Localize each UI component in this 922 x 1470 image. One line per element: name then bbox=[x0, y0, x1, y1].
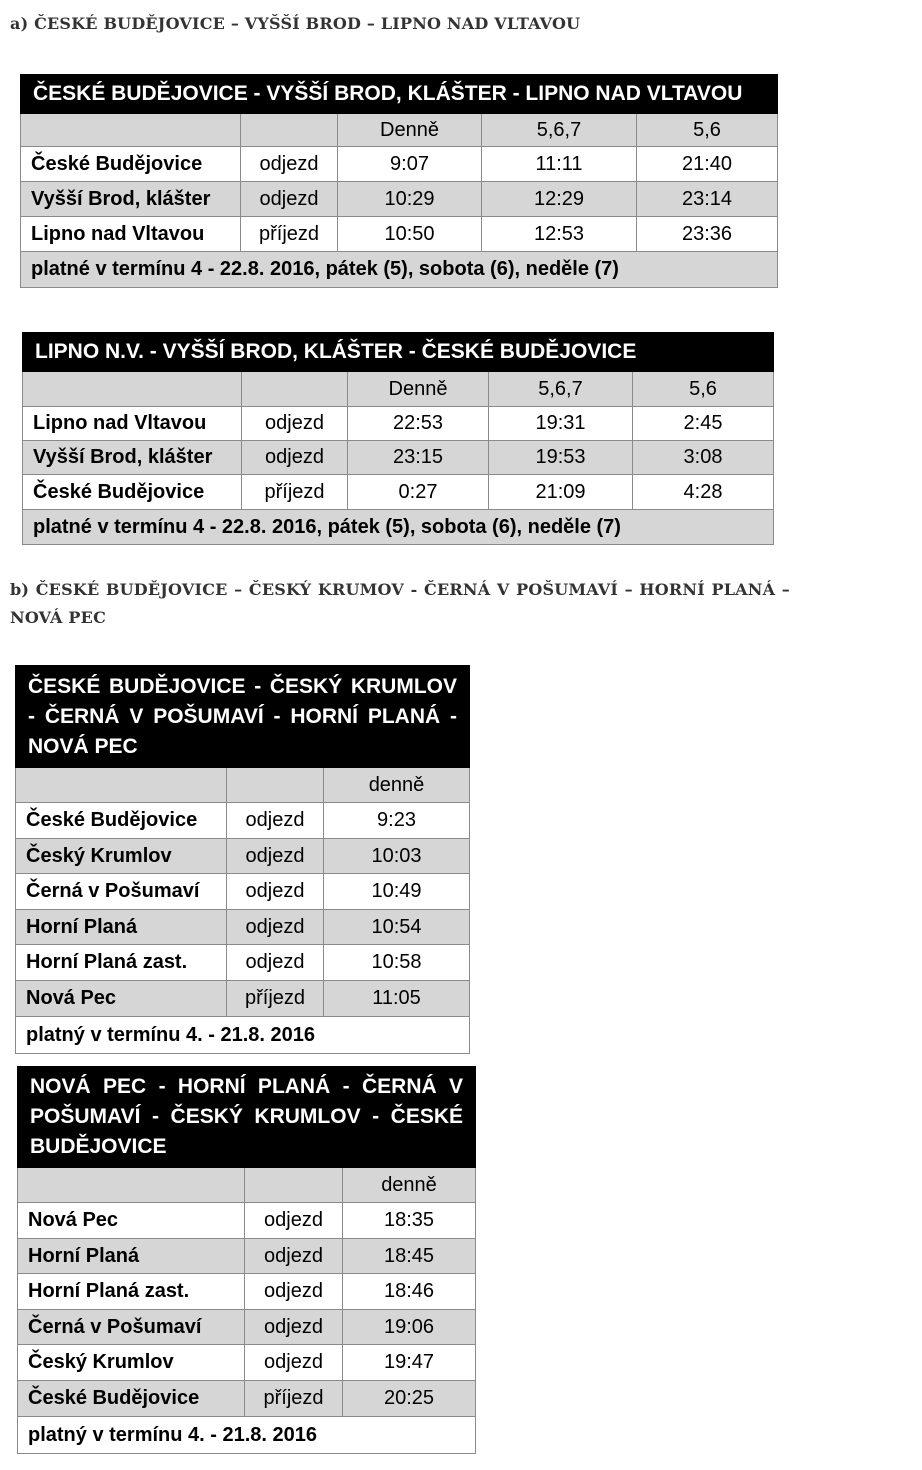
time-cell: 23:15 bbox=[348, 441, 489, 475]
station-name: Černá v Pošumaví bbox=[18, 1310, 245, 1345]
timetable-lipno-cb bbox=[22, 332, 774, 545]
station-name: Horní Planá zast. bbox=[18, 1274, 245, 1310]
station-name: Horní Planá bbox=[18, 1239, 245, 1274]
time-cell: 18:45 bbox=[343, 1239, 476, 1274]
time-cell: 3:08 bbox=[633, 441, 774, 475]
table-row bbox=[18, 1203, 476, 1239]
header-empty-cell bbox=[241, 114, 338, 147]
time-cell: 22:53 bbox=[348, 407, 489, 441]
station-name: Horní Planá bbox=[16, 910, 227, 945]
table-row bbox=[18, 1381, 476, 1417]
header-empty-cell bbox=[18, 1168, 245, 1203]
timetable-cb-lipno bbox=[20, 74, 778, 288]
validity-footer: platný v termínu 4. - 21.8. 2016 bbox=[18, 1417, 476, 1454]
header-empty-cell bbox=[21, 114, 241, 147]
station-name: České Budějovice bbox=[23, 475, 242, 510]
table-title: NOVÁ PEC - HORNÍ PLANÁ - ČERNÁ V POŠUMAVÍ - ČESKÝ KRUMLOV - ČESKÉ BUDĚJOVICE bbox=[18, 1067, 476, 1168]
header-empty-cell bbox=[227, 768, 324, 803]
station-name: Vyšší Brod, klášter bbox=[21, 182, 241, 217]
header-empty-cell bbox=[242, 372, 348, 407]
stop-type: odjezd bbox=[245, 1274, 343, 1310]
time-cell: 10:58 bbox=[324, 945, 470, 981]
stop-type: příjezd bbox=[227, 981, 324, 1017]
time-cell: 10:54 bbox=[324, 910, 470, 945]
table-title: ČESKÉ BUDĚJOVICE - ČESKÝ KRUMLOV - ČERNÁ V POŠUMAVÍ - HORNÍ PLANÁ - NOVÁ PEC bbox=[16, 666, 470, 768]
station-name: České Budějovice bbox=[16, 803, 227, 839]
time-cell: 18:46 bbox=[343, 1274, 476, 1310]
validity-footer: platné v termínu 4 - 22.8. 2016, pátek (5), sobota (6), neděle (7) bbox=[21, 252, 778, 288]
time-cell: 9:23 bbox=[324, 803, 470, 839]
time-cell: 19:06 bbox=[343, 1310, 476, 1345]
table-row bbox=[16, 910, 470, 945]
stop-type: odjezd bbox=[227, 874, 324, 910]
table-row bbox=[23, 475, 774, 510]
stop-type: odjezd bbox=[227, 803, 324, 839]
table-row bbox=[16, 874, 470, 910]
stop-type: příjezd bbox=[245, 1381, 343, 1417]
header-empty-cell bbox=[245, 1168, 343, 1203]
station-name: Lipno nad Vltavou bbox=[23, 407, 242, 441]
time-cell: 4:28 bbox=[633, 475, 774, 510]
column-header: denně bbox=[343, 1168, 476, 1203]
table-title: ČESKÉ BUDĚJOVICE - VYŠŠÍ BROD, KLÁŠTER - LIPNO NAD VLTAVOU bbox=[21, 75, 778, 114]
station-name: Černá v Pošumaví bbox=[16, 874, 227, 910]
section-a-heading: a) ČESKÉ BUDĚJOVICE – VYŠŠÍ BROD – LIPNO NAD VLTAVOU bbox=[10, 14, 581, 33]
station-name: Nová Pec bbox=[18, 1203, 245, 1239]
validity-footer: platný v termínu 4. - 21.8. 2016 bbox=[16, 1017, 470, 1054]
stop-type: odjezd bbox=[242, 441, 348, 475]
time-cell: 20:25 bbox=[343, 1381, 476, 1417]
station-name: Lipno nad Vltavou bbox=[21, 217, 241, 252]
table-row bbox=[21, 147, 778, 182]
time-cell: 21:40 bbox=[637, 147, 778, 182]
station-name: České Budějovice bbox=[18, 1381, 245, 1417]
stop-type: odjezd bbox=[242, 407, 348, 441]
header-empty-cell bbox=[23, 372, 242, 407]
time-cell: 23:14 bbox=[637, 182, 778, 217]
table-row bbox=[21, 182, 778, 217]
column-header: 5,6 bbox=[637, 114, 778, 147]
time-cell: 12:29 bbox=[482, 182, 637, 217]
column-header: 5,6,7 bbox=[489, 372, 633, 407]
stop-type: odjezd bbox=[245, 1310, 343, 1345]
table-title: LIPNO N.V. - VYŠŠÍ BROD, KLÁŠTER - ČESKÉ BUDĚJOVICE bbox=[23, 333, 774, 372]
header-empty-cell bbox=[16, 768, 227, 803]
validity-footer: platné v termínu 4 - 22.8. 2016, pátek (5), sobota (6), neděle (7) bbox=[23, 510, 774, 545]
table-row bbox=[16, 839, 470, 874]
stop-type: příjezd bbox=[242, 475, 348, 510]
table-row bbox=[16, 981, 470, 1017]
stop-type: odjezd bbox=[241, 182, 338, 217]
section-b-heading-line1: b) ČESKÉ BUDĚJOVICE – ČESKÝ KRUMOV - ČERNÁ V POŠUMAVÍ – HORNÍ PLANÁ – bbox=[10, 580, 790, 599]
time-cell: 21:09 bbox=[489, 475, 633, 510]
stop-type: odjezd bbox=[241, 147, 338, 182]
station-name: Vyšší Brod, klášter bbox=[23, 441, 242, 475]
table-row bbox=[18, 1310, 476, 1345]
time-cell: 11:05 bbox=[324, 981, 470, 1017]
table-row bbox=[16, 945, 470, 981]
stop-type: odjezd bbox=[245, 1239, 343, 1274]
timetable-novapec-cb bbox=[17, 1066, 476, 1454]
column-header: Denně bbox=[348, 372, 489, 407]
table-row bbox=[16, 803, 470, 839]
column-header: Denně bbox=[338, 114, 482, 147]
column-header: 5,6,7 bbox=[482, 114, 637, 147]
time-cell: 2:45 bbox=[633, 407, 774, 441]
time-cell: 19:53 bbox=[489, 441, 633, 475]
column-header: denně bbox=[324, 768, 470, 803]
stop-type: příjezd bbox=[241, 217, 338, 252]
time-cell: 10:03 bbox=[324, 839, 470, 874]
station-name: Horní Planá zast. bbox=[16, 945, 227, 981]
table-row bbox=[21, 217, 778, 252]
stop-type: odjezd bbox=[227, 945, 324, 981]
time-cell: 19:47 bbox=[343, 1345, 476, 1381]
time-cell: 10:50 bbox=[338, 217, 482, 252]
time-cell: 10:49 bbox=[324, 874, 470, 910]
table-row bbox=[18, 1239, 476, 1274]
station-name: Nová Pec bbox=[16, 981, 227, 1017]
time-cell: 23:36 bbox=[637, 217, 778, 252]
table-row bbox=[18, 1274, 476, 1310]
stop-type: odjezd bbox=[227, 910, 324, 945]
stop-type: odjezd bbox=[245, 1345, 343, 1381]
time-cell: 10:29 bbox=[338, 182, 482, 217]
station-name: Český Krumlov bbox=[16, 839, 227, 874]
time-cell: 18:35 bbox=[343, 1203, 476, 1239]
time-cell: 12:53 bbox=[482, 217, 637, 252]
timetable-cb-novapec bbox=[15, 665, 470, 1054]
table-row bbox=[18, 1345, 476, 1381]
table-row bbox=[23, 441, 774, 475]
time-cell: 0:27 bbox=[348, 475, 489, 510]
time-cell: 9:07 bbox=[338, 147, 482, 182]
stop-type: odjezd bbox=[245, 1203, 343, 1239]
column-header: 5,6 bbox=[633, 372, 774, 407]
section-b-heading-line2: NOVÁ PEC bbox=[10, 608, 106, 627]
time-cell: 19:31 bbox=[489, 407, 633, 441]
stop-type: odjezd bbox=[227, 839, 324, 874]
table-row bbox=[23, 407, 774, 441]
station-name: Český Krumlov bbox=[18, 1345, 245, 1381]
time-cell: 11:11 bbox=[482, 147, 637, 182]
station-name: České Budějovice bbox=[21, 147, 241, 182]
